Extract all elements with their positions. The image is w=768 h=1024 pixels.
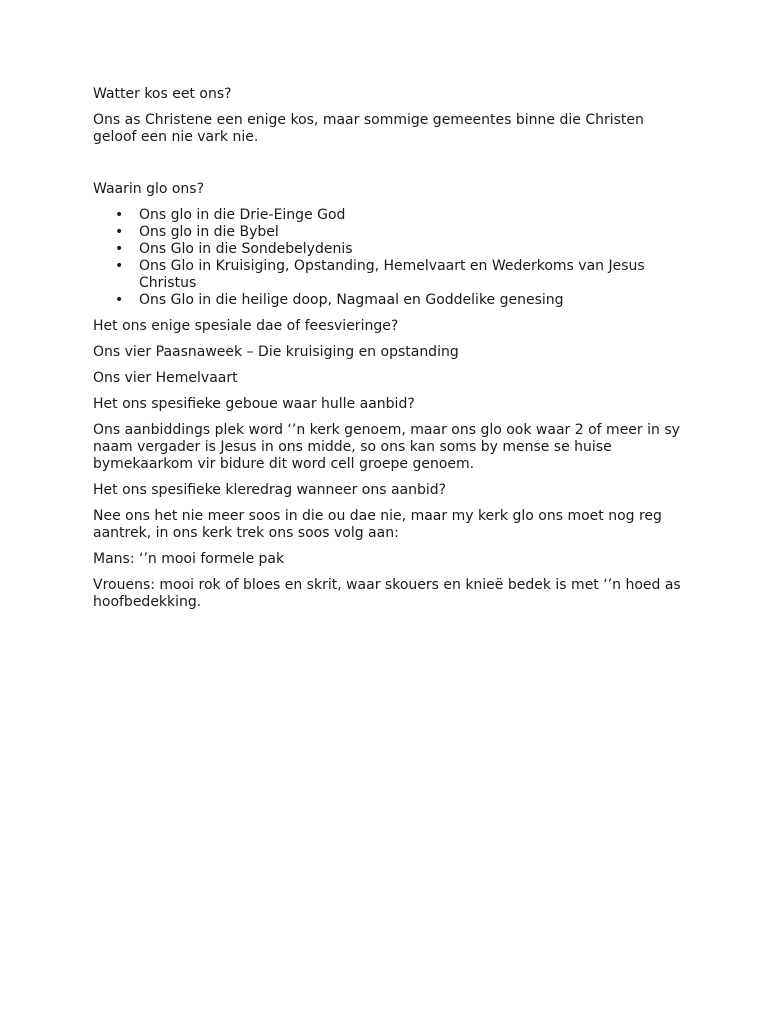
list-item-text: Ons glo in die Bybel (139, 224, 279, 240)
question-food: Watter kos eet ons? (93, 86, 232, 102)
question-dress: Het ons spesifieke kleredrag wanneer ons aanbid? (93, 482, 447, 498)
list-item-text: Ons Glo in die Sondebelydenis (139, 241, 353, 257)
list-item (93, 241, 683, 258)
answer-days-easter: Ons vier Paasnaweek – Die kruisiging en opstanding (93, 344, 459, 360)
bullet-icon: • (115, 292, 124, 308)
answer-dress: Nee ons het nie meer soos in die ou dae nie, maar my kerk glo ons moet nog reg aantrek, in ons kerk trek ons soos volg aan: (93, 508, 662, 541)
list-item-text: Ons glo in die Drie-Einge God (139, 207, 346, 223)
question-days: Het ons enige spesiale dae of feesvieringe? (93, 318, 399, 334)
list-item (93, 292, 683, 309)
bullet-icon: • (115, 258, 124, 274)
list-item (93, 224, 683, 241)
blank-line (93, 155, 683, 181)
dress-men: Mans: ‘’n mooi formele pak (93, 551, 285, 567)
bullet-icon: • (115, 207, 124, 223)
bullet-icon: • (115, 241, 124, 257)
document-body (93, 86, 683, 620)
answer-days-ascension: Ons vier Hemelvaart (93, 370, 238, 386)
list-item (93, 207, 683, 224)
bullet-icon: • (115, 224, 124, 240)
answer-buildings: Ons aanbiddings plek word ‘’n kerk genoem, maar ons glo ook waar 2 of meer in sy naam vergader is Jesus in ons midde, so ons kan soms by mense se huise bymekaarkom vir bidure dit word cell groepe genoem. (93, 422, 680, 472)
answer-food: Ons as Christene een enige kos, maar sommige gemeentes binne die Christen geloof een nie vark nie. (93, 112, 644, 145)
list-item-text: Ons Glo in die heilige doop, Nagmaal en Goddelike genesing (139, 292, 564, 308)
dress-women: Vrouens: mooi rok of bloes en skrit, waar skouers en knieë bedek is met ‘’n hoed as hoofbedekking. (93, 577, 681, 610)
question-buildings: Het ons spesifieke geboue waar hulle aanbid? (93, 396, 415, 412)
list-item (93, 258, 683, 292)
list-item-text: Ons Glo in Kruisiging, Opstanding, Hemelvaart en Wederkoms van Jesus Christus (139, 258, 645, 291)
question-belief: Waarin glo ons? (93, 181, 205, 197)
belief-list (93, 207, 683, 309)
